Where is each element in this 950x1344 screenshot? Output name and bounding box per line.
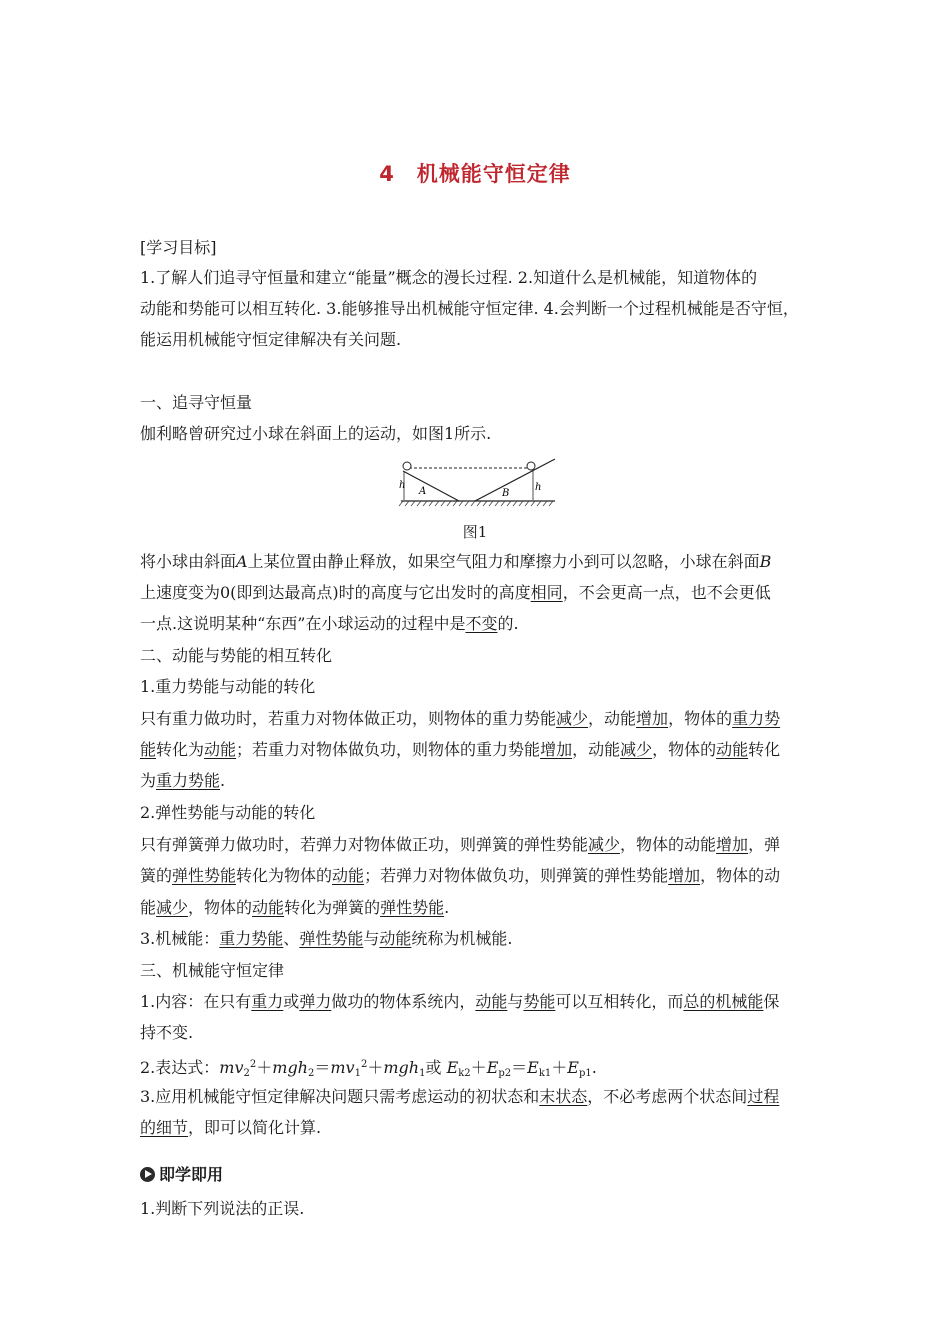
practice-heading: 即学即用 — [140, 1165, 820, 1185]
ball-start — [403, 462, 411, 470]
section-1-para-line-1: 将小球由斜面A上某位置由静止释放，如果空气阻力和摩擦力小到可以忽略，小球在斜面B — [140, 552, 772, 571]
section-heading-2: 二、动能与势能的相互转化 — [140, 646, 333, 665]
ground-hatching — [399, 501, 553, 506]
label-a: A — [419, 486, 427, 497]
section-1-para-line-2: 上速度变为0(即到达最高点)时的高度与它出发时的高度相同，不会更高一点，也不会更低 — [140, 583, 771, 602]
section-3-item-3-line-2: 的细节，即可以简化计算. — [140, 1118, 322, 1137]
subsection-2-1-line-2: 能转化为动能；若重力对物体做负功，则物体的重力势能增加，动能减少，物体的动能转化 — [140, 740, 781, 759]
section-1-para-line-3: 一点.这说明某种“东西”在小球运动的过程中是不变的. — [140, 614, 519, 633]
subsection-2-2-line-1: 只有弹簧弹力做功时，若弹力对物体做正功，则弹簧的弹性势能减少，物体的动能增加，弹 — [140, 835, 781, 854]
section-heading-1: 一、追寻守恒量 — [140, 393, 253, 412]
label-h-right: h — [535, 482, 542, 493]
page-title: 4 机械能守恒定律 — [379, 162, 571, 186]
subsection-2-3-mechanical-energy: 3.机械能：重力势能、弹性势能与动能统称为机械能. — [140, 929, 513, 948]
label-b: B — [502, 488, 510, 499]
ball-end — [527, 462, 535, 470]
section-3-item-1-line-1: 1.内容：在只有重力或弹力做功的物体系统内，动能与势能可以互相转化，而总的机械能保 — [140, 992, 780, 1011]
goals-heading: [学习目标] — [140, 238, 217, 257]
subsection-heading-2-2: 2.弹性势能与动能的转化 — [140, 803, 316, 822]
figure-1-caption: 图1 — [462, 523, 488, 541]
play-circle-icon — [140, 1167, 155, 1182]
goals-line-3: 能运用机械能守恒定律解决有关问题. — [140, 330, 402, 349]
practice-question-1: 1.判断下列说法的正误. — [140, 1199, 305, 1218]
incline-b — [475, 459, 555, 501]
section-3-item-1-line-2: 持不变. — [140, 1023, 194, 1042]
section-heading-3: 三、机械能守恒定律 — [140, 961, 285, 980]
figure-1-inclines — [395, 457, 560, 512]
goals-line-2: 动能和势能可以相互转化. 3.能够推导出机械能守恒定律. 4.会判断一个过程机械能是否守恒， — [140, 299, 799, 318]
subsection-2-2-line-2: 簧的弹性势能转化为物体的动能；若弹力对物体做负功，则弹簧的弹性势能增加，物体的动 — [140, 866, 781, 885]
subsection-2-1-line-3: 为重力势能. — [140, 771, 226, 790]
goals-line-1: 1.了解人们追寻守恒量和建立“能量”概念的漫长过程. 2.知道什么是机械能，知道物体的 — [140, 268, 758, 287]
subsection-heading-2-1: 1.重力势能与动能的转化 — [140, 677, 316, 696]
subsection-2-2-line-3: 能减少，物体的动能转化为弹簧的弹性势能. — [140, 898, 450, 917]
label-h-left: h — [399, 480, 406, 491]
incline-a — [403, 471, 459, 501]
section-3-item-3-line-1: 3.应用机械能守恒定律解决问题只需考虑运动的初状态和末状态，不必考虑两个状态间过程 — [140, 1087, 780, 1106]
section-3-item-2-formula: 2.表达式：$mv_2^2+mgh_2=mv_1^2+mgh_1$或 $E_{k2}+E_{p2}=E_{k1}+E_{p1}$. — [140, 1058, 597, 1079]
subsection-2-1-line-1: 只有重力做功时，若重力对物体做正功，则物体的重力势能减少，动能增加，物体的重力势 — [140, 709, 781, 728]
section-1-intro: 伽利略曾研究过小球在斜面上的运动，如图1所示. — [140, 424, 492, 443]
